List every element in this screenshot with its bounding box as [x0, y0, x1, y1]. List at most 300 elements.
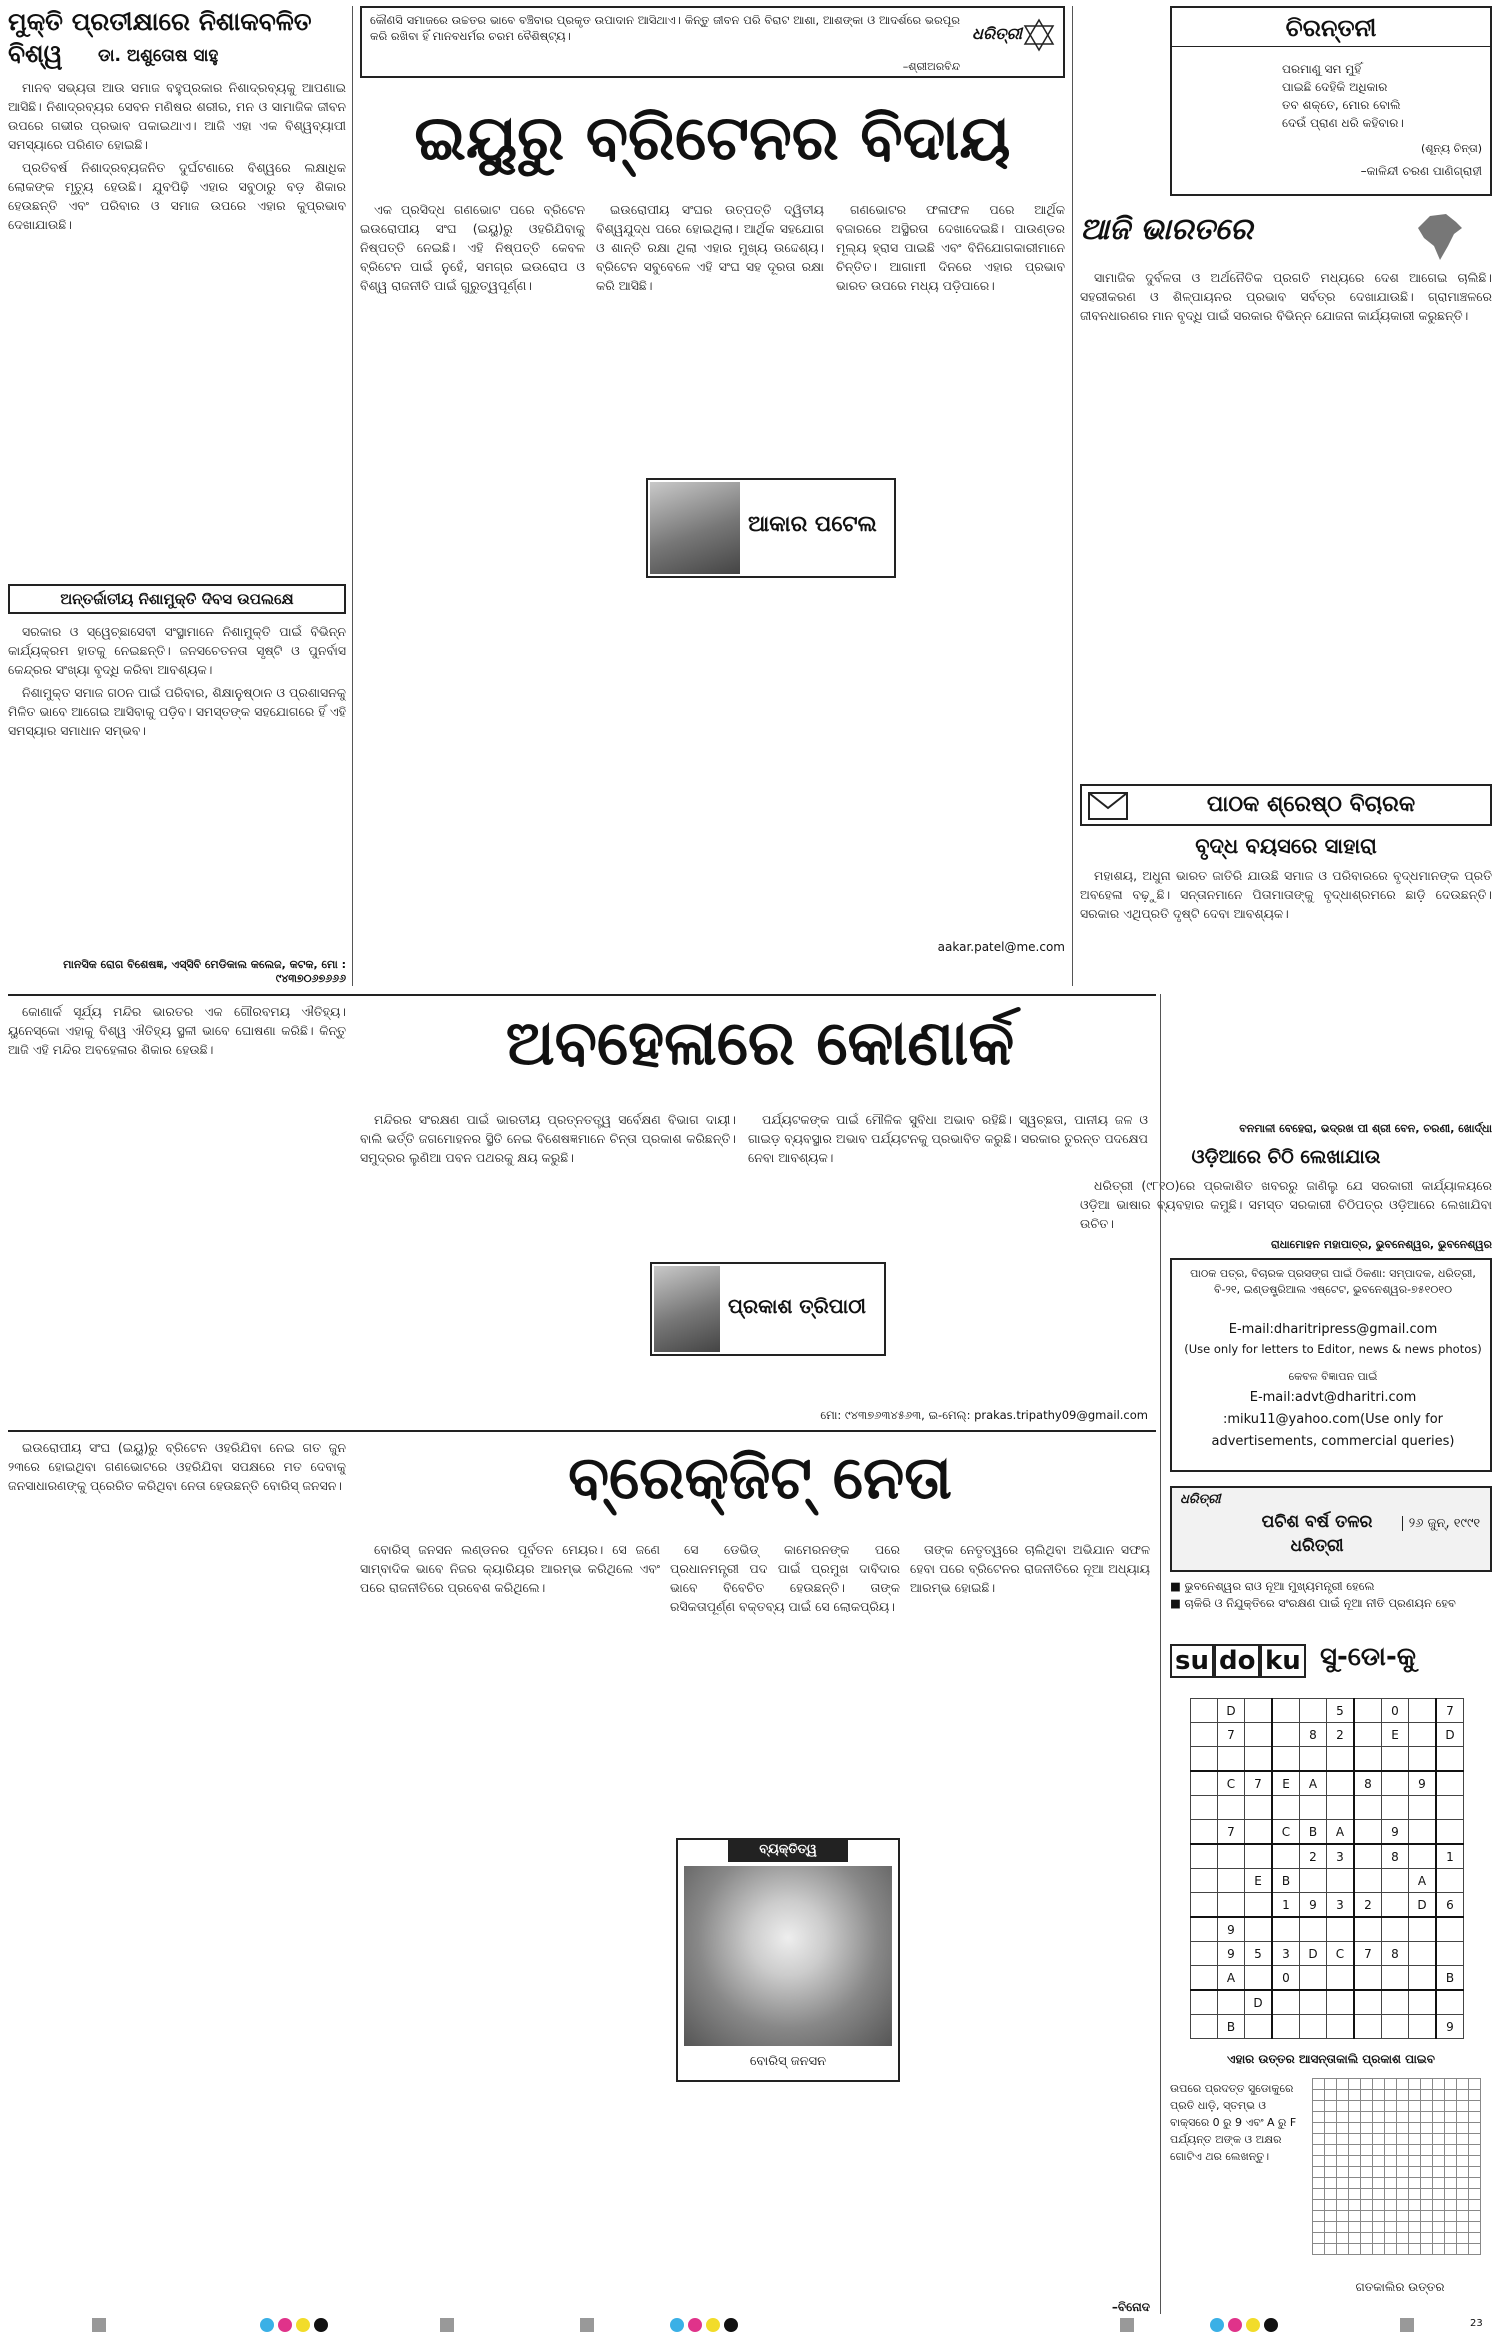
solution-row: [1313, 2222, 1481, 2233]
solution-cell: [1469, 2156, 1481, 2167]
solution-cell: [1457, 2090, 1469, 2101]
solution-row: [1313, 2244, 1481, 2255]
sudoku-cell: [1354, 2015, 1382, 2039]
sudoku-cell: D: [1436, 1723, 1464, 1747]
paragraph: ସାମାଜିକ ଦୁର୍ବଳତା ଓ ଅର୍ଥନୈତିକ ପ୍ରଗତି ମଧ୍ୟରେ ଦେଶ ଆଗେଇ ଚାଲିଛି। ସହରୀକରଣ ଓ ଶିଳ୍ପାୟନର ପ୍ରଭାବ ସର୍ବତ୍ର ଦେଖାଯାଉଛି। ଗ୍ରାମାଞ୍ଚଳରେ ଜୀବନଧାରଣର ମାନ ବୃଦ୍ଧି ପାଇଁ ସରକାର ବିଭିନ୍ନ ଯୋଜନା କାର୍ଯ୍ୟକାରୀ କରୁଛନ୍ତି।: [1080, 270, 1492, 323]
brexit-photo-box: [676, 1838, 900, 2082]
sudoku-cell: [1409, 1844, 1437, 1869]
sudoku-row: [1191, 1844, 1464, 1869]
drug-article-headline: ମୁକ୍ତି ପ୍ରତୀକ୍ଷାରେ ନିଶାକବଳିତ ବିଶ୍ୱ: [8, 7, 312, 68]
sudoku-cell: [1191, 1990, 1218, 2015]
sudoku-row: [1191, 1869, 1464, 1893]
black-mark: [1264, 2318, 1278, 2332]
solution-cell: [1397, 2101, 1409, 2112]
letter-1-headline: ବୃଦ୍ଧ ବୟସରେ ସାହାରା: [1195, 834, 1377, 858]
sudoku-section: [1170, 1642, 1492, 2322]
sudoku-cell: [1245, 1844, 1273, 1869]
solution-cell: [1469, 2233, 1481, 2244]
contact-email-yahoo[interactable]: :miku11@yahoo.com(Use only for: [1222, 1412, 1444, 1427]
solution-cell: [1337, 2178, 1349, 2189]
sudoku-cell: [1354, 1796, 1382, 1820]
drug-article-subhead: ଅନ୍ତର୍ଜାତୀୟ ନିଶାମୁକ୍ତି ଦିବସ ଉପଲକ୍ଷେ: [8, 584, 346, 614]
letter-2-signer: ରାଧାମୋହନ ମହାପାତ୍ର, ଭୁବନେଶ୍ୱର, ଭୁବନେଶ୍ୱର: [1270, 1238, 1492, 1251]
solution-cell: [1361, 2211, 1373, 2222]
solution-cell: [1325, 2211, 1337, 2222]
solution-cell: [1361, 2244, 1373, 2255]
sudoku-cell: 1: [1272, 1893, 1300, 1918]
solution-cell: [1325, 2134, 1337, 2145]
solution-cell: [1385, 2090, 1397, 2101]
solution-cell: [1337, 2233, 1349, 2244]
solution-cell: [1373, 2112, 1385, 2123]
letters-section-title: ପାଠକ ଶ୍ରେଷ୍ଠ ବିଚାରକ: [1206, 792, 1416, 817]
sudoku-cell: [1272, 1723, 1300, 1747]
sudoku-cell: 2: [1327, 1723, 1355, 1747]
solution-cell: [1325, 2233, 1337, 2244]
solution-cell: [1421, 2211, 1433, 2222]
sudoku-cell: [1409, 1699, 1437, 1723]
solution-cell: [1397, 2189, 1409, 2200]
solution-cell: [1325, 2090, 1337, 2101]
sudoku-cell: [1272, 1844, 1300, 1869]
sudoku-row: [1191, 1966, 1464, 1991]
solution-cell: [1385, 2178, 1397, 2189]
solution-cell: [1337, 2244, 1349, 2255]
solution-cell: [1349, 2244, 1361, 2255]
solution-row: [1313, 2090, 1481, 2101]
solution-cell: [1373, 2222, 1385, 2233]
sudoku-cell: [1409, 1796, 1437, 1820]
sudoku-cell: D: [1218, 1699, 1245, 1723]
paragraph: ତାଙ୍କ ନେତୃତ୍ୱରେ ଚାଲିଥିବା ଅଭିଯାନ ସଫଳ ହେବା ପରେ ବ୍ରିଟେନର ରାଜନୀତିରେ ନୂଆ ଅଧ୍ୟାୟ ଆରମ୍ଭ ହୋଇଛି।: [910, 1542, 1150, 1595]
solution-cell: [1337, 2090, 1349, 2101]
sudoku-cell: [1272, 2015, 1300, 2039]
sudoku-cell: C: [1272, 1820, 1300, 1845]
solution-cell: [1385, 2189, 1397, 2200]
solution-cell: [1397, 2167, 1409, 2178]
solution-cell: [1361, 2222, 1373, 2233]
sudoku-cell: [1436, 1820, 1464, 1845]
sudoku-cell: [1218, 1990, 1245, 2015]
solution-cell: [1409, 2244, 1421, 2255]
sudoku-cell: E: [1245, 1869, 1273, 1893]
solution-row: [1313, 2134, 1481, 2145]
aji-bharat-body: [1080, 268, 1492, 768]
solution-cell: [1397, 2156, 1409, 2167]
paragraph: ଇଉରୋପୀୟ ସଂଘର ଉତ୍ପତ୍ତି ଦ୍ୱିତୀୟ ବିଶ୍ୱଯୁଦ୍ଧ ପରେ ହୋଇଥିଲା। ଆର୍ଥିକ ସହଯୋଗ ଓ ଶାନ୍ତି ରକ୍ଷା ଥିଲା ଏହାର ମୁଖ୍ୟ ଉଦ୍ଦେଶ୍ୟ। ବ୍ରିଟେନ ସବୁବେଳେ ଏହି ସଂଘ ସହ ଦୂରତା ରକ୍ଷା କରି ଆସିଛି।: [596, 202, 824, 293]
solution-cell: [1409, 2079, 1421, 2090]
solution-cell: [1361, 2145, 1373, 2156]
sudoku-answer-label: ଗତକାଲିର ଉତ୍ତର: [1355, 2280, 1445, 2294]
main-story-email: aakar.patel@me.com: [937, 940, 1065, 954]
sudoku-cell: [1272, 1699, 1300, 1723]
solution-cell: [1385, 2112, 1397, 2123]
solution-cell: [1409, 2233, 1421, 2244]
letters-banner: [1080, 784, 1492, 826]
cyan-mark: [670, 2318, 684, 2332]
sudoku-cell: 8: [1300, 1723, 1327, 1747]
solution-cell: [1445, 2178, 1457, 2189]
solution-cell: [1421, 2134, 1433, 2145]
solution-cell: [1385, 2200, 1397, 2211]
gray-mark: [92, 2318, 106, 2332]
sudoku-cell: [1327, 1796, 1355, 1820]
past-date: ୨୬ ଜୁନ୍, ୧୯୯୧: [1402, 1516, 1486, 1531]
yellow-mark: [706, 2318, 720, 2332]
sudoku-row: [1191, 1699, 1464, 1723]
solution-cell: [1337, 2189, 1349, 2200]
solution-cell: [1469, 2101, 1481, 2112]
solution-cell: [1373, 2189, 1385, 2200]
sudoku-cell: [1436, 1771, 1464, 1796]
solution-cell: [1469, 2189, 1481, 2200]
solution-cell: [1313, 2156, 1325, 2167]
sudoku-cell: A: [1327, 1820, 1355, 1845]
solution-cell: [1385, 2211, 1397, 2222]
list-item: ■ ଚାକିରି ଓ ନିଯୁକ୍ତିରେ ସଂରକ୍ଷଣ ପାଇଁ ନୂଆ ନୀତି ପ୍ରଣୟନ ହେବ: [1170, 1596, 1456, 1610]
contact-intro: ପାଠକ ପତ୍ର, ବିଚାରକ ପ୍ରସଙ୍ଗ ପାଇଁ ଠିକଣା: ସମ୍ପାଦକ, ଧରିତ୍ରୀ, ବି-୨୧, ଇଣ୍ଡଷ୍ଟ୍ରିଆଲ ଏଷ୍ଟେଟ, ଭୁବନେଶ୍ୱର-୭୫୧୦୧୦: [1190, 1267, 1476, 1296]
sudoku-cell: [1382, 1771, 1409, 1796]
solution-cell: [1313, 2200, 1325, 2211]
contact-email-editor[interactable]: E-mail:dharitripress@gmail.com: [1228, 1322, 1438, 1337]
sudoku-cell: 9: [1382, 1820, 1409, 1845]
solution-cell: [1325, 2178, 1337, 2189]
sudoku-row: [1191, 1796, 1464, 1820]
sudoku-cell: D: [1245, 1990, 1273, 2015]
solution-cell: [1433, 2123, 1445, 2134]
drug-article-body-2: [8, 622, 346, 952]
magenta-mark: [1228, 2318, 1242, 2332]
sudoku-solution: [1312, 2078, 1488, 2274]
dharitri-logo: ଧରିତ୍ରୀ: [972, 24, 1022, 43]
solution-cell: [1457, 2211, 1469, 2222]
solution-cell: [1457, 2233, 1469, 2244]
solution-row: [1313, 2112, 1481, 2123]
solution-cell: [1409, 2090, 1421, 2101]
solution-cell: [1337, 2079, 1349, 2090]
solution-cell: [1421, 2090, 1433, 2101]
paragraph: କୋଣାର୍କ ସୂର୍ଯ୍ୟ ମନ୍ଦିର ଭାରତର ଏକ ଗୌରବମୟ ଐତିହ୍ୟ। ୟୁନେସ୍କୋ ଏହାକୁ ବିଶ୍ୱ ଐତିହ୍ୟ ସ୍ଥଳୀ ଭାବେ ଘୋଷଣା କରିଛି। କିନ୍ତୁ ଆଜି ଏହି ମନ୍ଦିର ଅବହେଳାର ଶିକାର ହେଉଛି।: [8, 1004, 346, 1057]
sudoku-cell: [1300, 1966, 1327, 1991]
solution-row: [1313, 2200, 1481, 2211]
sudoku-cell: [1436, 1869, 1464, 1893]
sudoku-cell: B: [1436, 1966, 1464, 1991]
solution-cell: [1433, 2211, 1445, 2222]
masthead-quote: କୌଣସି ସମାଜରେ ଉଚ୍ଚତର ଭାବେ ବଞ୍ଚିବାର ପ୍ରକୃତ ଉପାଦାନ ଆସିଥାଏ। କିନ୍ତୁ ଜୀବନ ପରି ବିରାଟ ଆଶା, ଆଶଙ୍କା ଓ ଆଦର୍ଶରେ ଭରପୂର କରି ରଖିବା ହିଁ ମାନବଧର୍ମର ଚରମ ବୈଶିଷ୍ଟ୍ୟ।: [370, 13, 960, 43]
main-story-author: ଆକାର ପଟେଲ: [748, 512, 877, 537]
solution-cell: [1325, 2189, 1337, 2200]
sudoku-cell: [1191, 1917, 1218, 1942]
sudoku-cell: 7: [1218, 1820, 1245, 1845]
sudoku-cell: [1354, 1844, 1382, 1869]
solution-cell: [1385, 2167, 1397, 2178]
solution-row: [1313, 2178, 1481, 2189]
solution-cell: [1445, 2112, 1457, 2123]
solution-cell: [1457, 2134, 1469, 2145]
solution-cell: [1409, 2134, 1421, 2145]
past-section: [1170, 1486, 1492, 1636]
paragraph: ସରକାର ଓ ସ୍ୱେଚ୍ଛାସେବୀ ସଂସ୍ଥାମାନେ ନିଶାମୁକ୍ତି ପାଇଁ ବିଭିନ୍ନ କାର୍ଯ୍ୟକ୍ରମ ହାତକୁ ନେଇଛନ୍ତି। ଜନସଚେତନତା ସୃଷ୍ଟି ଓ ପୁନର୍ବାସ କେନ୍ଦ୍ରର ସଂଖ୍ୟା ବୃଦ୍ଧି କରିବା ଆବଶ୍ୟକ।: [8, 624, 346, 677]
solution-cell: [1349, 2222, 1361, 2233]
sudoku-cell: 9: [1436, 2015, 1464, 2039]
solution-cell: [1385, 2101, 1397, 2112]
solution-cell: [1325, 2145, 1337, 2156]
solution-cell: [1361, 2233, 1373, 2244]
solution-cell: [1337, 2156, 1349, 2167]
sudoku-row: [1191, 1771, 1464, 1796]
sudoku-cell: A: [1300, 1771, 1327, 1796]
sudoku-cell: [1327, 1917, 1355, 1942]
solution-cell: [1313, 2211, 1325, 2222]
poem-line: ପାଇଛି ଦେହିକି ଅଧିକାର: [1282, 80, 1388, 94]
solution-cell: [1337, 2123, 1349, 2134]
solution-cell: [1445, 2123, 1457, 2134]
sudoku-cell: 8: [1382, 1942, 1409, 1966]
solution-cell: [1349, 2079, 1361, 2090]
solution-cell: [1421, 2222, 1433, 2233]
solution-cell: [1373, 2134, 1385, 2145]
solution-cell: [1433, 2079, 1445, 2090]
sudoku-cell: [1354, 1723, 1382, 1747]
solution-cell: [1385, 2222, 1397, 2233]
sudoku-cell: [1354, 1869, 1382, 1893]
main-headline: ଇୟୁରୁ ବ୍ରିଟେନର ବିଦାୟ: [414, 101, 1011, 174]
sudoku-cell: [1191, 1723, 1218, 1747]
sudoku-title-odia: ସୁ-ଡୋ-କୁ: [1320, 1642, 1416, 1672]
sudoku-cell: [1409, 1942, 1437, 1966]
cyan-mark: [1210, 2318, 1224, 2332]
solution-cell: [1385, 2134, 1397, 2145]
solution-cell: [1469, 2211, 1481, 2222]
solution-cell: [1337, 2211, 1349, 2222]
author-photo-box: [646, 478, 896, 578]
sudoku-cell: [1300, 2015, 1327, 2039]
paragraph: ଏକ ପ୍ରସିଦ୍ଧ ଗଣଭୋଟ ପରେ ବ୍ରିଟେନ ଇଉରୋପୀୟ ସଂଘ (ଇୟୁ)ରୁ ଓହରିଯିବାକୁ ନିଷ୍ପତ୍ତି ନେଇଛି। ଏହି ନିଷ୍ପତ୍ତି କେବଳ ବ୍ରିଟେନ ପାଇଁ ନୁହେଁ, ସମଗ୍ର ଇଉରୋପ ଓ ବିଶ୍ୱ ରାଜନୀତି ପାଇଁ ଗୁରୁତ୍ୱପୂର୍ଣ୍ଣ।: [360, 202, 585, 293]
sudoku-cell: 3: [1327, 1844, 1355, 1869]
solution-cell: [1325, 2112, 1337, 2123]
sudoku-cell: [1382, 1796, 1409, 1820]
solution-cell: [1385, 2145, 1397, 2156]
konark-author: ପ୍ରକାଶ ତ୍ରିପାଠୀ: [728, 1294, 866, 1318]
solution-cell: [1397, 2145, 1409, 2156]
poem-line: ତବ ଶକ୍ତେ, ମୋର ବୋଲି: [1282, 98, 1401, 112]
solution-cell: [1457, 2123, 1469, 2134]
sudoku-cell: [1327, 2015, 1355, 2039]
sudoku-solution-grid: [1312, 2078, 1481, 2255]
solution-row: [1313, 2233, 1481, 2244]
solution-cell: [1373, 2145, 1385, 2156]
sudoku-cell: B: [1272, 1869, 1300, 1893]
solution-cell: [1325, 2167, 1337, 2178]
solution-cell: [1349, 2178, 1361, 2189]
past-title: ପଚିଶ ବର୍ଷ ତଳର ଧରିତ୍ରୀ: [1261, 1512, 1373, 1556]
solution-cell: [1325, 2200, 1337, 2211]
sudoku-cell: [1354, 1966, 1382, 1991]
sudoku-cell: 8: [1382, 1844, 1409, 1869]
masthead-quote-author: –ଶ୍ରୀଅରବିନ୍ଦ: [902, 60, 960, 73]
sudoku-cell: B: [1300, 1820, 1327, 1845]
gray-mark: [1120, 2318, 1134, 2332]
solution-cell: [1313, 2134, 1325, 2145]
sudoku-cell: [1354, 1747, 1382, 1772]
solution-cell: [1349, 2145, 1361, 2156]
sudoku-cell: [1409, 1747, 1437, 1772]
past-logo: ଧରିତ୍ରୀ: [1180, 1492, 1221, 1507]
yellow-mark: [1246, 2318, 1260, 2332]
solution-cell: [1433, 2222, 1445, 2233]
black-mark: [724, 2318, 738, 2332]
konark-author-photo: [654, 1266, 720, 1352]
sudoku-cell: [1354, 1699, 1382, 1723]
sudoku-cell: 5: [1327, 1699, 1355, 1723]
solution-cell: [1409, 2123, 1421, 2134]
solution-cell: [1433, 2189, 1445, 2200]
india-map-icon: [1410, 212, 1470, 262]
sudoku-cell: 3: [1272, 1942, 1300, 1966]
sudoku-cell: C: [1218, 1771, 1245, 1796]
sudoku-rules: ଉପରେ ପ୍ରଦତ୍ତ ସୁଡୋକୁରେ ପ୍ରତି ଧାଡ଼ି, ସ୍ତମ୍ଭ ଓ ବାକ୍ସରେ 0 ରୁ 9 ଏବଂ A ରୁ F ପର୍ଯ୍ୟନ୍ତ ଅଙ୍କ ଓ ଅକ୍ଷର ଗୋଟିଏ ଥର ଲେଖନ୍ତୁ।: [1170, 2082, 1297, 2163]
solution-cell: [1313, 2167, 1325, 2178]
brexit-col-3: [670, 1540, 900, 1840]
solution-cell: [1445, 2167, 1457, 2178]
brexit-col-4: [910, 1540, 1150, 2300]
sudoku-cell: [1191, 1820, 1218, 1845]
sudoku-cell: A: [1409, 1869, 1437, 1893]
solution-cell: [1409, 2156, 1421, 2167]
past-items: [1170, 1578, 1492, 1612]
sudoku-cell: [1218, 1844, 1245, 1869]
sudoku-cell: [1191, 1771, 1218, 1796]
solution-cell: [1433, 2178, 1445, 2189]
solution-cell: [1469, 2222, 1481, 2233]
solution-cell: [1373, 2178, 1385, 2189]
sudoku-cell: 7: [1354, 1942, 1382, 1966]
sudoku-cell: 7: [1218, 1723, 1245, 1747]
solution-cell: [1385, 2079, 1397, 2090]
sudoku-cell: [1327, 1869, 1355, 1893]
cyan-mark: [260, 2318, 274, 2332]
solution-cell: [1313, 2145, 1325, 2156]
contact-note-advt: advertisements, commercial queries): [1211, 1434, 1455, 1449]
sudoku-cell: [1191, 1844, 1218, 1869]
solution-cell: [1397, 2222, 1409, 2233]
solution-cell: [1433, 2145, 1445, 2156]
main-story-col-1: [360, 200, 585, 960]
konark-col-1: [8, 1002, 346, 1427]
solution-cell: [1313, 2112, 1325, 2123]
solution-cell: [1325, 2244, 1337, 2255]
solution-cell: [1397, 2134, 1409, 2145]
solution-cell: [1349, 2200, 1361, 2211]
sudoku-cell: E: [1382, 1723, 1409, 1747]
sudoku-cell: 0: [1272, 1966, 1300, 1991]
sudoku-grid: [1190, 1698, 1464, 2039]
brexit-col-1: [8, 1438, 346, 2308]
solution-cell: [1421, 2233, 1433, 2244]
paragraph: ମହାଶୟ, ଅଧୁନା ଭାରତ ଜାତିରି ଯାଉଛି ସମାଜ ଓ ପରିବାରରେ ବୃଦ୍ଧମାନଙ୍କ ପ୍ରତି ଅବହେଳା ବଢ଼ୁଛି। ସନ୍ତାନମାନେ ପିତାମାତାଙ୍କୁ ବୃଦ୍ଧାଶ୍ରମରେ ଛାଡ଼ି ଦେଉଛନ୍ତି। ସରକାର ଏଥିପ୍ରତି ଦୃଷ୍ଟି ଦେବା ଆବଶ୍ୟକ।: [1080, 868, 1492, 921]
sudoku-cell: D: [1300, 1942, 1327, 1966]
solution-cell: [1409, 2101, 1421, 2112]
solution-cell: [1373, 2090, 1385, 2101]
solution-cell: [1421, 2101, 1433, 2112]
solution-cell: [1445, 2090, 1457, 2101]
solution-cell: [1421, 2200, 1433, 2211]
chirantani-poem: [1282, 60, 1482, 132]
magenta-mark: [278, 2318, 292, 2332]
envelope-icon: [1088, 792, 1128, 820]
sudoku-cell: [1354, 1917, 1382, 1942]
konark-col-2: [360, 1110, 736, 1410]
solution-cell: [1373, 2156, 1385, 2167]
solution-cell: [1325, 2156, 1337, 2167]
konark-headline: ଅବହେଳାରେ କୋଣାର୍କ: [505, 1006, 1015, 1079]
solution-cell: [1337, 2222, 1349, 2233]
sudoku-cell: 3: [1327, 1893, 1355, 1918]
sudoku-cell: 9: [1409, 1771, 1437, 1796]
solution-cell: [1349, 2233, 1361, 2244]
solution-cell: [1361, 2079, 1373, 2090]
solution-cell: [1421, 2112, 1433, 2123]
sudoku-cell: [1272, 1796, 1300, 1820]
sudoku-cell: [1272, 1917, 1300, 1942]
solution-cell: [1373, 2079, 1385, 2090]
chirantani-title: ଚିରନ୍ତନୀ: [1172, 14, 1490, 47]
solution-cell: [1409, 2211, 1421, 2222]
solution-cell: [1397, 2233, 1409, 2244]
solution-cell: [1361, 2123, 1373, 2134]
paragraph: ପ୍ରତିବର୍ଷ ନିଶାଦ୍ରବ୍ୟଜନିତ ଦୁର୍ଘଟଣାରେ ବିଶ୍ୱରେ ଲକ୍ଷାଧିକ ଲୋକଙ୍କ ମୃତ୍ୟୁ ହେଉଛି। ଯୁବପିଢ଼ି ଏହାର ସବୁଠାରୁ ବଡ଼ ଶିକାର ହେଉଛନ୍ତି ଏବଂ ପରିବାର ଓ ସମାଜ ଉପରେ ଏହାର କୁପ୍ରଭାବ ଦେଖାଯାଉଛି।: [8, 160, 346, 232]
sudoku-row: [1191, 2015, 1464, 2039]
contact-email-advt[interactable]: E-mail:advt@dharitri.com: [1249, 1390, 1417, 1405]
solution-cell: [1337, 2134, 1349, 2145]
solution-cell: [1421, 2178, 1433, 2189]
solution-cell: [1361, 2156, 1373, 2167]
solution-cell: [1433, 2134, 1445, 2145]
solution-cell: [1313, 2090, 1325, 2101]
sudoku-row: [1191, 1723, 1464, 1747]
solution-cell: [1433, 2167, 1445, 2178]
solution-cell: [1325, 2101, 1337, 2112]
sudoku-cell: [1218, 1893, 1245, 1918]
solution-cell: [1469, 2244, 1481, 2255]
solution-cell: [1373, 2101, 1385, 2112]
sudoku-cell: E: [1272, 1771, 1300, 1796]
solution-cell: [1337, 2200, 1349, 2211]
konark-col-3: [748, 1110, 1148, 1410]
sudoku-cell: [1245, 1893, 1273, 1918]
solution-row: [1313, 2189, 1481, 2200]
sudoku-cell: [1436, 1747, 1464, 1772]
solution-cell: [1337, 2101, 1349, 2112]
sudoku-row: [1191, 1990, 1464, 2015]
sudoku-cell: [1300, 1796, 1327, 1820]
sudoku-cell: 9: [1300, 1893, 1327, 1918]
author-photo: [650, 482, 740, 574]
paragraph: ଇଉରୋପୀୟ ସଂଘ (ଇୟୁ)ରୁ ବ୍ରିଟେନ ଓହରିଯିବା ନେଇ ଗତ ଜୁନ ୨୩ରେ ହୋଇଥିବା ଗଣଭୋଟରେ ଓହରିଯିବା ସପକ୍ଷରେ ମତ ଦେବାକୁ ଜନସାଧାରଣଙ୍କୁ ପ୍ରେରିତ କରିଥିବା ନେତା ହେଉଛନ୍ତି ବୋରିସ୍ ଜନସନ।: [8, 1440, 346, 1493]
contact-ad-intro: କେବଳ ବିଜ୍ଞାପନ ପାଇଁ: [1288, 1370, 1378, 1383]
sudoku-cell: B: [1218, 2015, 1245, 2039]
sudoku-cell: [1191, 1893, 1218, 1918]
brexit-photo: [684, 1866, 892, 2046]
solution-cell: [1373, 2200, 1385, 2211]
solution-cell: [1433, 2090, 1445, 2101]
sudoku-cell: [1436, 1990, 1464, 2015]
solution-cell: [1397, 2211, 1409, 2222]
solution-cell: [1457, 2189, 1469, 2200]
sudoku-cell: [1218, 1747, 1245, 1772]
solution-cell: [1385, 2156, 1397, 2167]
letter-2-headline: ଓଡ଼ିଆରେ ଚିଠି ଲେଖାଯାଉ: [1191, 1146, 1381, 1168]
